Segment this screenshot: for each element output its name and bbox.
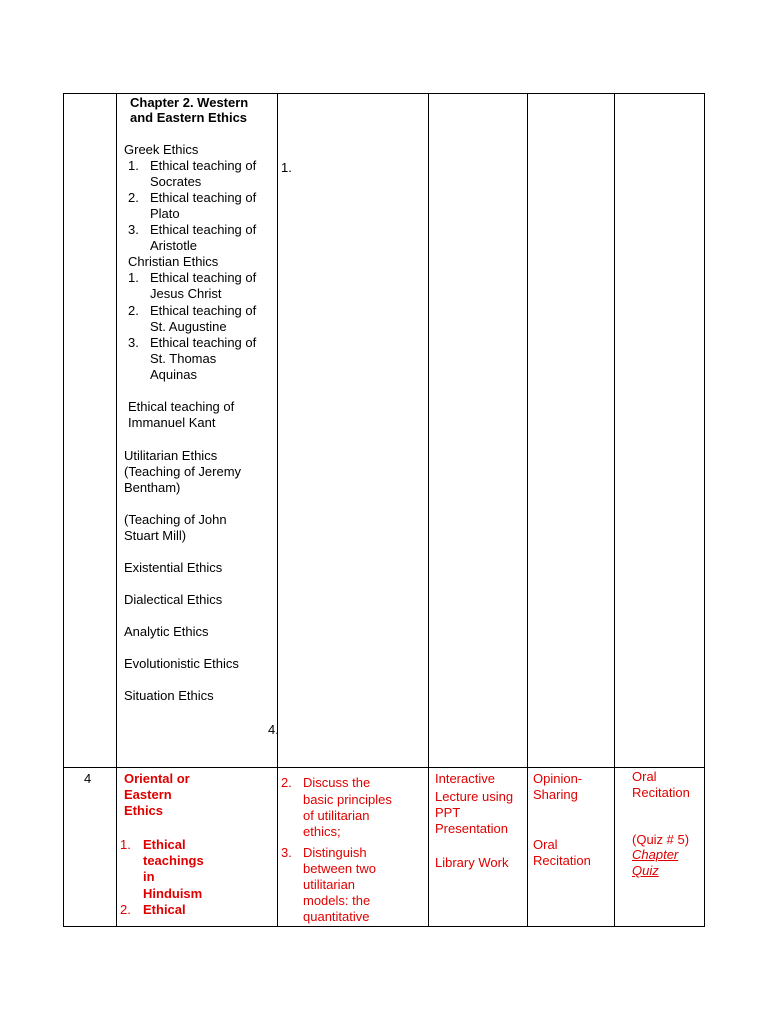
stray-number: 4. <box>268 722 279 737</box>
topic-line3: Ethics <box>124 803 164 818</box>
objective-text: quantitative <box>303 909 370 924</box>
objective-text: between two <box>303 861 376 876</box>
list-item: Plato <box>150 206 180 221</box>
objective-text: of utilitarian <box>303 808 370 823</box>
list-item: Jesus Christ <box>150 286 222 301</box>
col-divider-2 <box>277 93 278 927</box>
strategy-text: PPT <box>435 805 461 820</box>
objective-text: Distinguish <box>303 845 367 860</box>
list-number: 2. <box>128 303 139 318</box>
list-item: Ethical teaching of <box>150 303 257 318</box>
assessment-text: (Quiz # 5) <box>632 832 690 847</box>
objective-number: 1. <box>281 160 292 175</box>
topic-list-item: Hinduism <box>143 886 203 901</box>
topic-list-number: 2. <box>120 902 131 917</box>
list-item: Ethical teaching of <box>150 222 257 237</box>
activity-text: Oral <box>533 837 558 852</box>
list-item: Ethical teaching of <box>150 270 257 285</box>
dialectical-ethics: Dialectical Ethics <box>124 592 223 607</box>
topic-list-item: Ethical <box>143 902 186 917</box>
strategy-text: Lecture using <box>435 789 514 804</box>
strategy-text: Presentation <box>435 821 508 836</box>
activity-text: Sharing <box>533 787 578 802</box>
kant-line2: Immanuel Kant <box>128 415 216 430</box>
greek-ethics-heading: Greek Ethics <box>124 142 199 157</box>
col-divider-4 <box>527 93 528 927</box>
objective-text: models: the <box>303 893 371 908</box>
topic-list-item: in <box>143 869 155 884</box>
christian-ethics-heading: Christian Ethics <box>128 254 219 269</box>
col-divider-5 <box>614 93 615 927</box>
topic-line2: Eastern <box>124 787 172 802</box>
objective-number: 2. <box>281 775 292 790</box>
list-item: Socrates <box>150 174 202 189</box>
assessment-text: Oral <box>632 769 657 784</box>
mill-line1: (Teaching of John <box>124 512 227 527</box>
list-item: Aquinas <box>150 367 197 382</box>
list-item: Ethical teaching of <box>150 335 257 350</box>
chapter-title-line1: Chapter 2. Western <box>130 95 249 110</box>
strategy-text: Library Work <box>435 855 509 870</box>
kant-line1: Ethical teaching of <box>128 399 235 414</box>
list-number: 1. <box>128 270 139 285</box>
topic-list-number: 1. <box>120 837 131 852</box>
mill-line2: Stuart Mill) <box>124 528 187 543</box>
utilitarian-line1: Utilitarian Ethics <box>124 448 218 463</box>
existential-ethics: Existential Ethics <box>124 560 223 575</box>
activity-text: Opinion- <box>533 771 583 786</box>
analytic-ethics: Analytic Ethics <box>124 624 209 639</box>
col-divider-1 <box>116 93 117 927</box>
list-item: Ethical teaching of <box>150 190 257 205</box>
col-divider-3 <box>428 93 429 927</box>
objective-text: basic principles <box>303 792 392 807</box>
topic-line1: Oriental or <box>124 771 190 786</box>
list-item: St. Augustine <box>150 319 227 334</box>
topic-list-item: Ethical <box>143 837 186 852</box>
list-item: Ethical teaching of <box>150 158 257 173</box>
evolutionistic-ethics: Evolutionistic Ethics <box>124 656 239 671</box>
utilitarian-line2: (Teaching of Jeremy <box>124 464 242 479</box>
utilitarian-line3: Bentham) <box>124 480 181 495</box>
situation-ethics: Situation Ethics <box>124 688 214 703</box>
objective-text: ethics; <box>303 824 341 839</box>
objective-number: 3. <box>281 845 292 860</box>
assessment-text: Recitation <box>632 785 690 800</box>
topic-list-item: teachings <box>143 853 204 868</box>
week-number: 4 <box>84 771 92 786</box>
objective-text: Discuss the <box>303 775 371 790</box>
chapter-title-line2: and Eastern Ethics <box>130 110 248 125</box>
list-number: 2. <box>128 190 139 205</box>
assessment-text: Quiz <box>632 863 659 878</box>
objective-text: utilitarian <box>303 877 356 892</box>
row-divider <box>63 767 705 768</box>
activity-text: Recitation <box>533 853 591 868</box>
strategy-text: Interactive <box>435 771 495 786</box>
list-item: St. Thomas <box>150 351 217 366</box>
list-number: 3. <box>128 335 139 350</box>
list-number: 1. <box>128 158 139 173</box>
list-number: 3. <box>128 222 139 237</box>
assessment-text: Chapter <box>632 847 679 862</box>
list-item: Aristotle <box>150 238 197 253</box>
